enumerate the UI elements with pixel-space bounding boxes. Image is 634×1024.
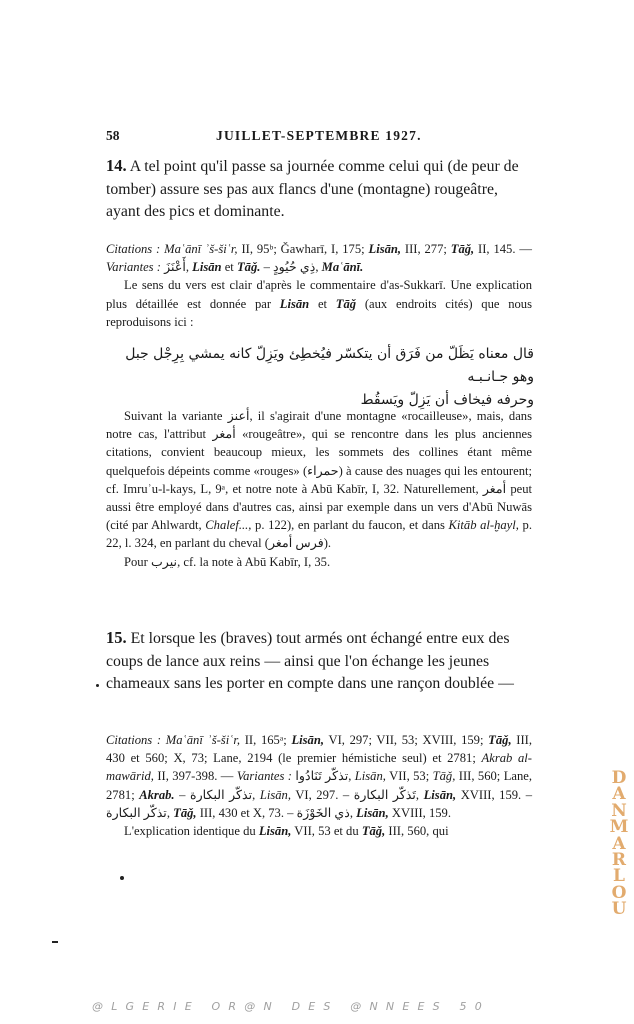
commentary-14 <box>106 407 532 571</box>
notes-14 <box>106 240 532 331</box>
body-text: peut aussi être employé dans d'autres cas, ainsi par exemple dans un vers d'Abū Nuwās (cité par Ahlwardt, <box>106 481 532 533</box>
arabic-word: أمغر <box>482 481 507 496</box>
variantes-label: Variantes : <box>106 260 161 275</box>
ref-text: II, 165ᵃ; <box>244 733 287 747</box>
arabic-word: نيرب <box>150 554 178 569</box>
arabic-quotation <box>104 343 534 412</box>
ref-text: II, 95ᵇ; Ǧawharī, I, 175; <box>241 242 365 256</box>
separator: – <box>263 260 270 275</box>
watermark-letter: R <box>611 850 627 871</box>
body-text: p. 122), en parlant du faucon, et dans <box>255 518 445 533</box>
book-title: Chalef..., <box>205 518 252 533</box>
verse-15 <box>106 627 536 696</box>
source-ref: Tāǧ, <box>432 769 456 784</box>
ref-text: VI, 297; VII, 53; XVIII, 159; <box>328 733 484 747</box>
verse-14 <box>106 155 536 224</box>
body-text: (aux endroits cités) que nous reproduisons ici : <box>106 296 532 329</box>
source-ref: Tāǧ, <box>488 733 512 747</box>
source-ref: Lisān, <box>356 805 389 820</box>
arabic-word: فرس أمغر <box>268 536 324 551</box>
ref-text: et <box>224 260 234 275</box>
citations-paragraph <box>106 240 532 276</box>
arabic-variant: أَعْنَزَ <box>164 260 186 275</box>
body-text: Le sens du vers est clair d'après le commentaire d'as-Sukkarī. Une explication plus détaillée est donnée par <box>106 278 532 311</box>
citations-paragraph: Citations : Maʿānī ʾš-šiʿr, II, 165ᵃ; Lisān, VI, 297; VII, 53; XVIII, 159; Tāǧ, III, 430 et 560; X, 73; Lane, 2194 (le premier hémistiche seul) et 2781; Akrab al-mawārid, II, 397-398. — Variantes : تذكّر تَنَادُوا , Lisān, VII, 53; Tāǧ, III, 560; Lane, 2781; Akrab. – تذكّر البكارة, Lisān, VI, 297. – تَذكّر البكارة, Lisān, XVIII, 159. – تذكّر البكارة, Tāǧ, III, 430 et X, 73. – ذي الخَوْزَة, Lisān, XVIII, 159. <box>106 733 533 820</box>
body-text: III, 560, qui <box>388 824 449 839</box>
ref-text: III, 560; Lane, 2781; <box>106 769 533 802</box>
body-text: , cf. la note à Abū Kabīr, I, 35. <box>177 554 331 569</box>
commentary-intro <box>106 276 532 331</box>
watermark-letter: D <box>611 768 627 788</box>
watermark-letter: M <box>609 817 629 838</box>
separator: , <box>348 769 352 784</box>
ref-text: III, 430 et X, 73. – <box>199 805 294 820</box>
ref-text: III, 277; <box>404 242 447 256</box>
scan-speck <box>120 876 124 880</box>
source-ref: Maʿānī. <box>321 260 364 275</box>
arabic-variant: ذي الخَوْزَة <box>296 805 350 820</box>
variantes-label: Variantes : <box>236 769 292 784</box>
ref-text: XVIII, 159. <box>391 805 451 820</box>
source-ref: Maʿānī ʾš-šiʿr, <box>165 733 241 747</box>
arabic-variant: تَنَادُوا <box>295 769 322 784</box>
watermark-letter: L <box>613 866 625 887</box>
watermark-letter: N <box>611 800 627 821</box>
body-text: Suivant la variante <box>124 409 223 423</box>
running-header <box>106 128 532 148</box>
body-text: L'explication identique du <box>124 824 256 839</box>
footer-watermark: @LGERIE OR@N DES @NNEES 50 <box>92 1000 490 1013</box>
verse-text: Et lorsque les (braves) tout armés ont échangé entre eux des coups de lance aux reins — ainsi que l'on échange les jeunes chameaux sans les porter en compte dans une rançon doublée — <box>106 630 514 692</box>
source-ref: Lisān, <box>258 824 292 839</box>
scan-speck <box>52 941 58 943</box>
source-ref: Lisān, <box>291 733 325 747</box>
notes-15 <box>106 731 532 840</box>
source-ref: Akrab. <box>139 787 175 802</box>
commentary-paragraph <box>106 553 532 571</box>
watermark-letter: O <box>611 882 627 903</box>
commentary-paragraph <box>106 407 532 553</box>
ref-text: XVIII, 159. – <box>460 787 533 802</box>
source-ref: Tāǧ, <box>173 805 197 820</box>
body-text: et <box>317 296 328 311</box>
arabic-word: أمغر <box>212 427 236 442</box>
ref-text: III, 430 et 560; X, 73; Lane, 2194 (le premier hémistiche seul) et 2781; <box>106 733 533 766</box>
arabic-variant: ذِي حُيُودٍ <box>273 260 316 275</box>
separator: – <box>179 787 186 802</box>
source-ref: Maʿānī ʾš-šiʿr, <box>164 242 238 256</box>
scan-speck <box>96 684 99 687</box>
arabic-line: قال معناه يَظَلّ من فَرَق أن يتكسّر فيُخطِئ ويَزِلّ كانه يمشي بِرِجْل جبل وهو جـانـبـه <box>125 346 534 385</box>
source-ref: Lisān <box>279 296 310 311</box>
watermark-letter: A <box>612 833 626 854</box>
page-number: 58 <box>106 128 120 143</box>
arabic-line: وحرفه فيخاف أن يَزِلّ ويَسقُط <box>360 392 534 408</box>
arabic-variant: تذكّر البكارة <box>189 787 253 802</box>
vertical-watermark <box>608 770 630 918</box>
source-ref: Tāǧ. <box>236 260 261 275</box>
body-text: ) à cause des nuages qui les entourent; cf. Imruʾu-l-kays, L, 9ᵃ, et notre note à Abū Kabīr, I, 32. Naturellement, <box>106 463 532 496</box>
body-text: VII, 53 et du <box>294 824 359 839</box>
running-title: JUILLET-SEPTEMBRE 1927. <box>216 128 422 143</box>
source-ref: Lisān, <box>368 242 402 256</box>
citations-label: Citations : <box>106 733 162 747</box>
source-ref: Tāǧ, <box>361 824 386 839</box>
ref-text: II, 397-398. — <box>157 769 234 784</box>
watermark-letter: U <box>611 899 627 920</box>
citations-label: Citations : <box>106 242 161 256</box>
watermark-letter: A <box>612 784 626 805</box>
source-ref: Akrab al-mawārid, <box>106 751 532 784</box>
body-text: «rougeâtre», qui se rencontre dans les plus anciennes citations, convient beaucoup mieux, les sommets des collines étant même quelquefois dépeints comme «rouges» ( <box>106 427 532 478</box>
ref-text: VII, 53; <box>389 769 430 784</box>
commentary-paragraph <box>106 822 532 840</box>
source-ref: Tāǧ, <box>450 242 475 256</box>
arabic-variant: تذكّر <box>325 769 349 784</box>
book-title: Kitāb al-ḫayl, <box>448 518 519 533</box>
source-ref: Lisān, <box>354 769 386 784</box>
source-ref: Lisān, <box>423 787 457 802</box>
body-text: Pour <box>124 554 148 569</box>
verse-number: 14. <box>106 156 127 175</box>
ref-text: VI, 297. – <box>295 787 350 802</box>
verse-number: 15. <box>106 628 127 647</box>
source-ref: Lisān, <box>259 787 292 802</box>
ref-text: II, 145. — <box>478 242 532 256</box>
arabic-word: أعنز <box>227 409 250 423</box>
source-ref: Tāǧ <box>335 296 357 311</box>
separator: , <box>185 260 189 275</box>
arabic-variant: تذكّر البكارة <box>106 805 167 820</box>
body-text: , il s'agirait d'une montagne «rocailleuse», mais, dans notre cas, l'attribut <box>106 409 532 442</box>
source-ref: Lisān <box>192 260 222 275</box>
arabic-variant: تَذكّر البكارة <box>353 787 416 802</box>
body-text: p. 22, l. 324, en parlant du cheval ( <box>106 518 532 551</box>
verse-text: A tel point qu'il passe sa journée comme celui qui (de peur de tomber) assure ses pas aux flancs d'une (montagne) rougeâtre, ayant des pics et dominante. <box>106 158 519 220</box>
body-text: ). <box>323 536 332 551</box>
separator: , <box>315 260 319 275</box>
arabic-word: حمراء <box>307 463 339 478</box>
